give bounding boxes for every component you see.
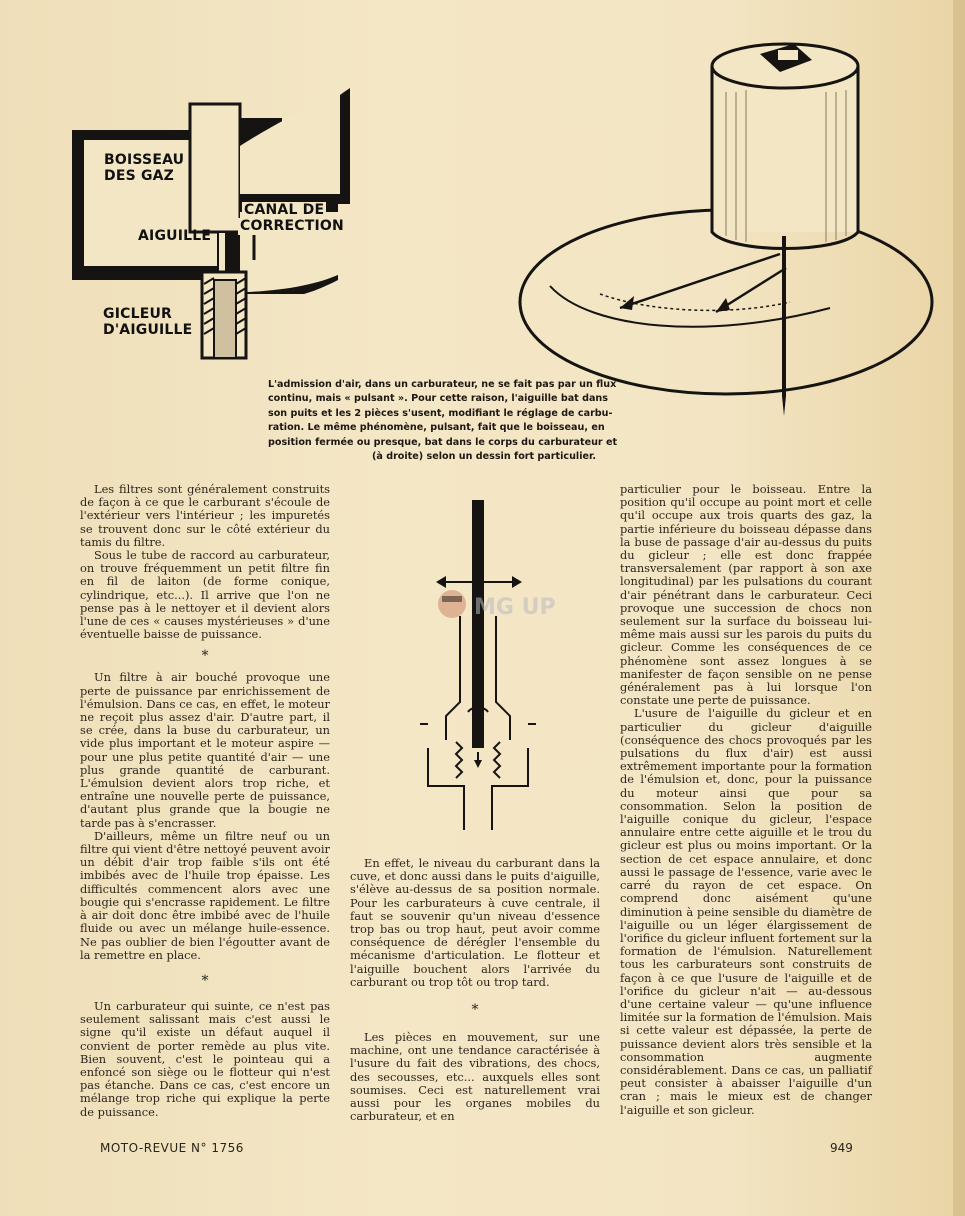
caption-line: L'admission d'air, dans un carburateur, ne se fait pas par un flux xyxy=(268,379,617,390)
watermark-text: MG UP xyxy=(474,595,556,620)
caption-line: position fermée ou presque, bat dans le corps du carburateur et xyxy=(268,436,618,448)
paragraph: Sous le tube de raccord au carburateur, on trouve fréquemment un petit filtre fin en fil de laiton (de forme conique, cylindrique, etc...). Il arrive que l'on ne pense pas à le nettoyer et il devient alors l'une de ces « causes mystérieuses » d'une éventuelle baisse de puissance. xyxy=(80,548,330,642)
paragraph: En effet, le niveau du carburant dans la cuve, et donc aussi dans le puits d'aiguille, s'élève au-dessus de sa position normale. Pour les carburateurs à cuve centrale, il faut se souvenir qu'un niveau d'essence trop bas ou trop haut, peut avoir comme conséquence de dérégler l'ensemble du mécanisme d'articulation. Le flotteur et l'aiguille bouchent alors l'arrivée du carburant ou trop tôt ou trop tard. xyxy=(350,856,600,989)
text-column-1 xyxy=(80,483,330,1119)
paragraph: Les filtres sont généralement construits de façon à ce que le carburant s'écoule de l'extérieur vers l'intérieur ; les impuretés se trouvent donc sur le côté extérieur du tamis du filtre. xyxy=(80,482,330,549)
text-column-3 xyxy=(620,483,872,1117)
section-separator: * xyxy=(201,972,209,989)
label-canal-2: CORRECTION xyxy=(240,218,344,234)
magazine-issue: MOTO-REVUE N° 1756 xyxy=(100,1141,244,1155)
section-separator: * xyxy=(471,1002,479,1019)
text-column-2 xyxy=(350,857,600,1123)
label-gicleur-1: GICLEUR xyxy=(103,306,173,322)
paragraph: Un filtre à air bouché provoque une perte de puissance par enrichissement de l'émulsion. Dans ce cas, en effet, le moteur ne reçoit plus assez d'air. D'autre part, il se crée, dans la buse du carburateur, un vide plus important et le moteur aspire — pour une plus petite quantité d'air — une plus grande quantité de carburant. L'émulsion devient alors trop riche, et entraîne une nouvelle perte de puissance, d'autant plus grande que la bougie ne tarde pas à s'encrasser. xyxy=(80,670,330,830)
label-boisseau-1: BOISSEAU xyxy=(104,152,185,168)
page-number: 949 xyxy=(830,1141,853,1155)
section-separator: * xyxy=(201,648,209,665)
slide-wear-illustration xyxy=(530,40,875,420)
figure-caption xyxy=(268,378,700,464)
label-aiguille: AIGUILLE xyxy=(138,228,212,244)
caption-line: son puits et les 2 pièces s'usent, modifiant le réglage de carbu- xyxy=(268,407,613,419)
paragraph: Les pièces en mouvement, sur une machine, ont une tendance caractérisée à l'usure du fait des vibrations, des chocs, des secousses, etc... auxquels elles sont soumises. Ceci est naturellement vrai aussi pour les organes mobiles du carburateur, et en xyxy=(350,1030,600,1124)
label-canal-1: CANAL DE xyxy=(244,202,325,218)
needle-jet-diagram xyxy=(416,496,556,846)
paragraph: L'usure de l'aiguille du gicleur et en particulier du gicleur d'aiguille (conséquence des chocs provoqués par les pulsations du flux d'air) est aussi extrêmement importante pour la formation de l'émulsion et, donc, pour la puissance du moteur ainsi que pour sa consommation. Selon la position de l'aiguille conique du gicleur, l'espace annulaire entre cette aiguille et le trou du gicleur est plus ou moins important. Or la section de cet espace annulaire, et donc aussi le passage de l'essence, varie avec le carré du rayon de cet espace. On comprend donc aisément qu'une diminution à peine sensible du diamètre de l'aiguille ou un léger élargissement de l'orifice du gicleur influent fortement sur la formation de l'émulsion. Naturellement tous les carburateurs sont construits de façon à ce que l'usure de l'aiguille et de l'orifice du gicleur n'ait — au-dessous d'une certaine valeur — qu'une influence limitée sur la formation de l'émulsion. Mais si cette valeur est dépassée, la perte de puissance devient alors très sensible et la consommation augmente considérablement. Dans ce cas, un palliatif peut consister à abaisser l'aiguille d'un cran ; mais le mieux est de changer l'aiguille et son gicleur. xyxy=(620,706,872,1117)
label-gicleur-2: D'AIGUILLE xyxy=(103,322,193,338)
caption-line: ration. Le même phénomène, pulsant, fait que le boisseau, en xyxy=(268,422,605,434)
paragraph: D'ailleurs, même un filtre neuf ou un filtre qui vient d'être nettoyé peuvent avoir un débit d'air trop faible s'ils ont été imbibés avec de l'huile trop épaisse. Les difficultés commencent alors avec une bougie qui s'encrasse rapidement. Le filtre à air doit donc être imbibé avec de l'huile fluide ou avec un mélange huile-essence. Ne pas oublier de bien l'égoutter avant de la remettre en place. xyxy=(80,828,330,962)
page-edge xyxy=(953,0,965,1216)
caption-line: continu, mais « pulsant ». Pour cette raison, l'aiguille bat dans xyxy=(268,393,608,405)
paragraph: Un carburateur qui suinte, ce n'est pas seulement salissant mais c'est aussi le signe qu'il existe un défaut auquel il convient de porter remède au plus vite. Bien souvent, c'est le pointeau qui a enfoncé son siège ou le flotteur qui n'est pas étanche. Dans ce cas, c'est encore un mélange trop riche qui explique la perte de puissance. xyxy=(80,998,330,1119)
caption-line: (à droite) selon un dessin fort particulier. xyxy=(372,451,596,463)
paragraph: particulier pour le boisseau. Entre la position qu'il occupe au point mort et celle qu'il occupe aux trois quarts des gaz, la partie inférieure du boisseau dépasse dans la buse de passage d'air au-dessus du puits du gicleur ; elle est donc frappée transversalement (par rapport à son axe longitudinal) par les pulsations du courant d'air pénétrant dans le carburateur. Ceci provoque une succession de chocs non seulement sur la surface du boisseau lui-même mais aussi sur les parois du puits du gicleur. Comme les conséquences de ce phénomène sont assez longues à se manifester de façon sensible on ne pense généralement pas à lui lorsque l'on constate une perte de puissance. xyxy=(620,482,872,708)
label-boisseau-2: DES GAZ xyxy=(104,168,175,184)
